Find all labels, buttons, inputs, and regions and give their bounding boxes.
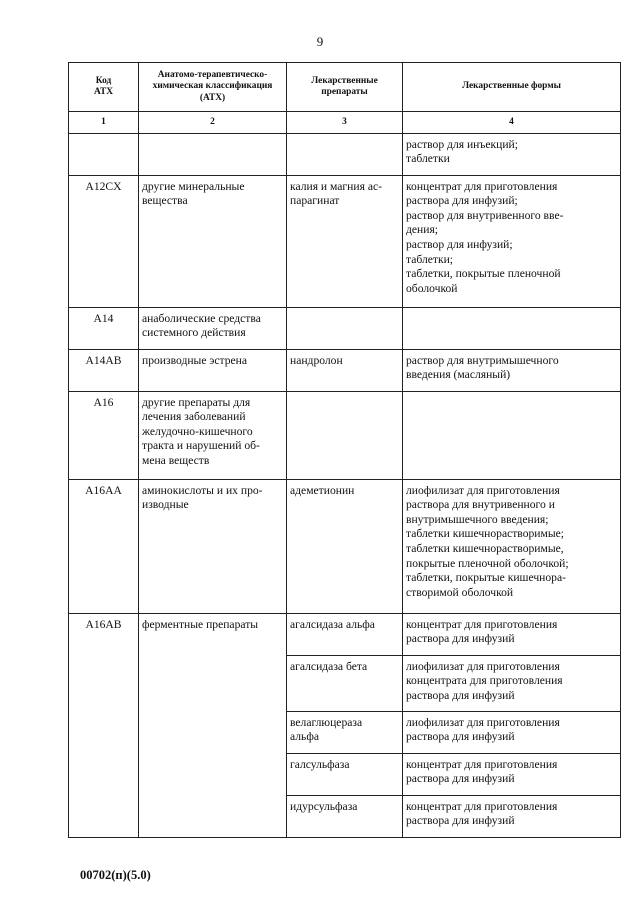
atx-code: A16 xyxy=(69,391,139,479)
dosage-forms: лиофилизат для приготовления раствора для инфузий xyxy=(403,711,621,753)
header-atx-code: Код АТХ xyxy=(69,63,139,112)
table-row xyxy=(69,133,621,175)
dosage-forms: лиофилизат для приготовления раствора для внутривенного и внутримышечного введения; таблетки кишечнорастворимые; таблетки кишечнорастворимые, покрытые пленочной оболочкой; таблетки, покрытые кишечнора- створимой оболочкой xyxy=(403,479,621,613)
dosage-forms: концентрат для приготовления раствора для инфузий xyxy=(403,795,621,837)
dosage-forms: концентрат для приготовления раствора для инфузий xyxy=(403,613,621,655)
atx-class xyxy=(139,133,287,175)
drug-name xyxy=(287,133,403,175)
table-row xyxy=(69,349,621,391)
atx-class: другие минеральные вещества xyxy=(139,175,287,307)
header-drugs: Лекарственные препараты xyxy=(287,63,403,112)
drug-name: нандролон xyxy=(287,349,403,391)
dosage-forms: концентрат для приготовления раствора для инфузий xyxy=(403,753,621,795)
dosage-forms xyxy=(403,391,621,479)
dosage-forms: раствор для внутримышечного введения (масляный) xyxy=(403,349,621,391)
atx-code: A14AB xyxy=(69,349,139,391)
atx-table xyxy=(68,62,621,838)
atx-class: анаболические средства системного действия xyxy=(139,307,287,349)
atx-class: производные эстрена xyxy=(139,349,287,391)
drug-name: агалсидаза бета xyxy=(287,655,403,711)
drug-name: калия и магния ас- парагинат xyxy=(287,175,403,307)
atx-code: A16AA xyxy=(69,479,139,613)
drug-name: адеметионин xyxy=(287,479,403,613)
table-row xyxy=(69,175,621,307)
column-number: 1 xyxy=(69,112,139,134)
dosage-forms: концентрат для приготовления раствора для инфузий; раствор для внутривенного вве- дения; раствор для инфузий; таблетки; таблетки, покрытые пленочной оболочкой xyxy=(403,175,621,307)
header-dosage-forms: Лекарственные формы xyxy=(403,63,621,112)
table-header-row xyxy=(69,63,621,112)
dosage-forms: раствор для инъекций; таблетки xyxy=(403,133,621,175)
drug-name xyxy=(287,391,403,479)
drug-name: агалсидаза альфа xyxy=(287,613,403,655)
page-number: 9 xyxy=(316,34,324,49)
table-row xyxy=(69,307,621,349)
drug-name xyxy=(287,307,403,349)
document-code: 00702(п)(5.0) xyxy=(80,868,151,882)
column-number: 3 xyxy=(287,112,403,134)
table-row xyxy=(69,613,621,655)
atx-code: A16AB xyxy=(69,613,139,837)
dosage-forms xyxy=(403,307,621,349)
drug-name: идурсульфаза xyxy=(287,795,403,837)
drug-name: велаглюцераза альфа xyxy=(287,711,403,753)
column-number: 2 xyxy=(139,112,287,134)
drug-name: галсульфаза xyxy=(287,753,403,795)
atx-code xyxy=(69,133,139,175)
table-row xyxy=(69,391,621,479)
column-number: 4 xyxy=(403,112,621,134)
atx-class: другие препараты для лечения заболеваний желудочно-кишечного тракта и нарушений об- мена веществ xyxy=(139,391,287,479)
column-number-row xyxy=(69,112,621,134)
dosage-forms: лиофилизат для приготовления концентрата для приготовления раствора для инфузий xyxy=(403,655,621,711)
atx-code: A14 xyxy=(69,307,139,349)
atx-class: ферментные препараты xyxy=(139,613,287,837)
header-atx-classification: Анатомо-терапевтическо- химическая классификация (АТХ) xyxy=(139,63,287,112)
table-row xyxy=(69,479,621,613)
atx-code: A12CX xyxy=(69,175,139,307)
atx-class: аминокислоты и их про- изводные xyxy=(139,479,287,613)
